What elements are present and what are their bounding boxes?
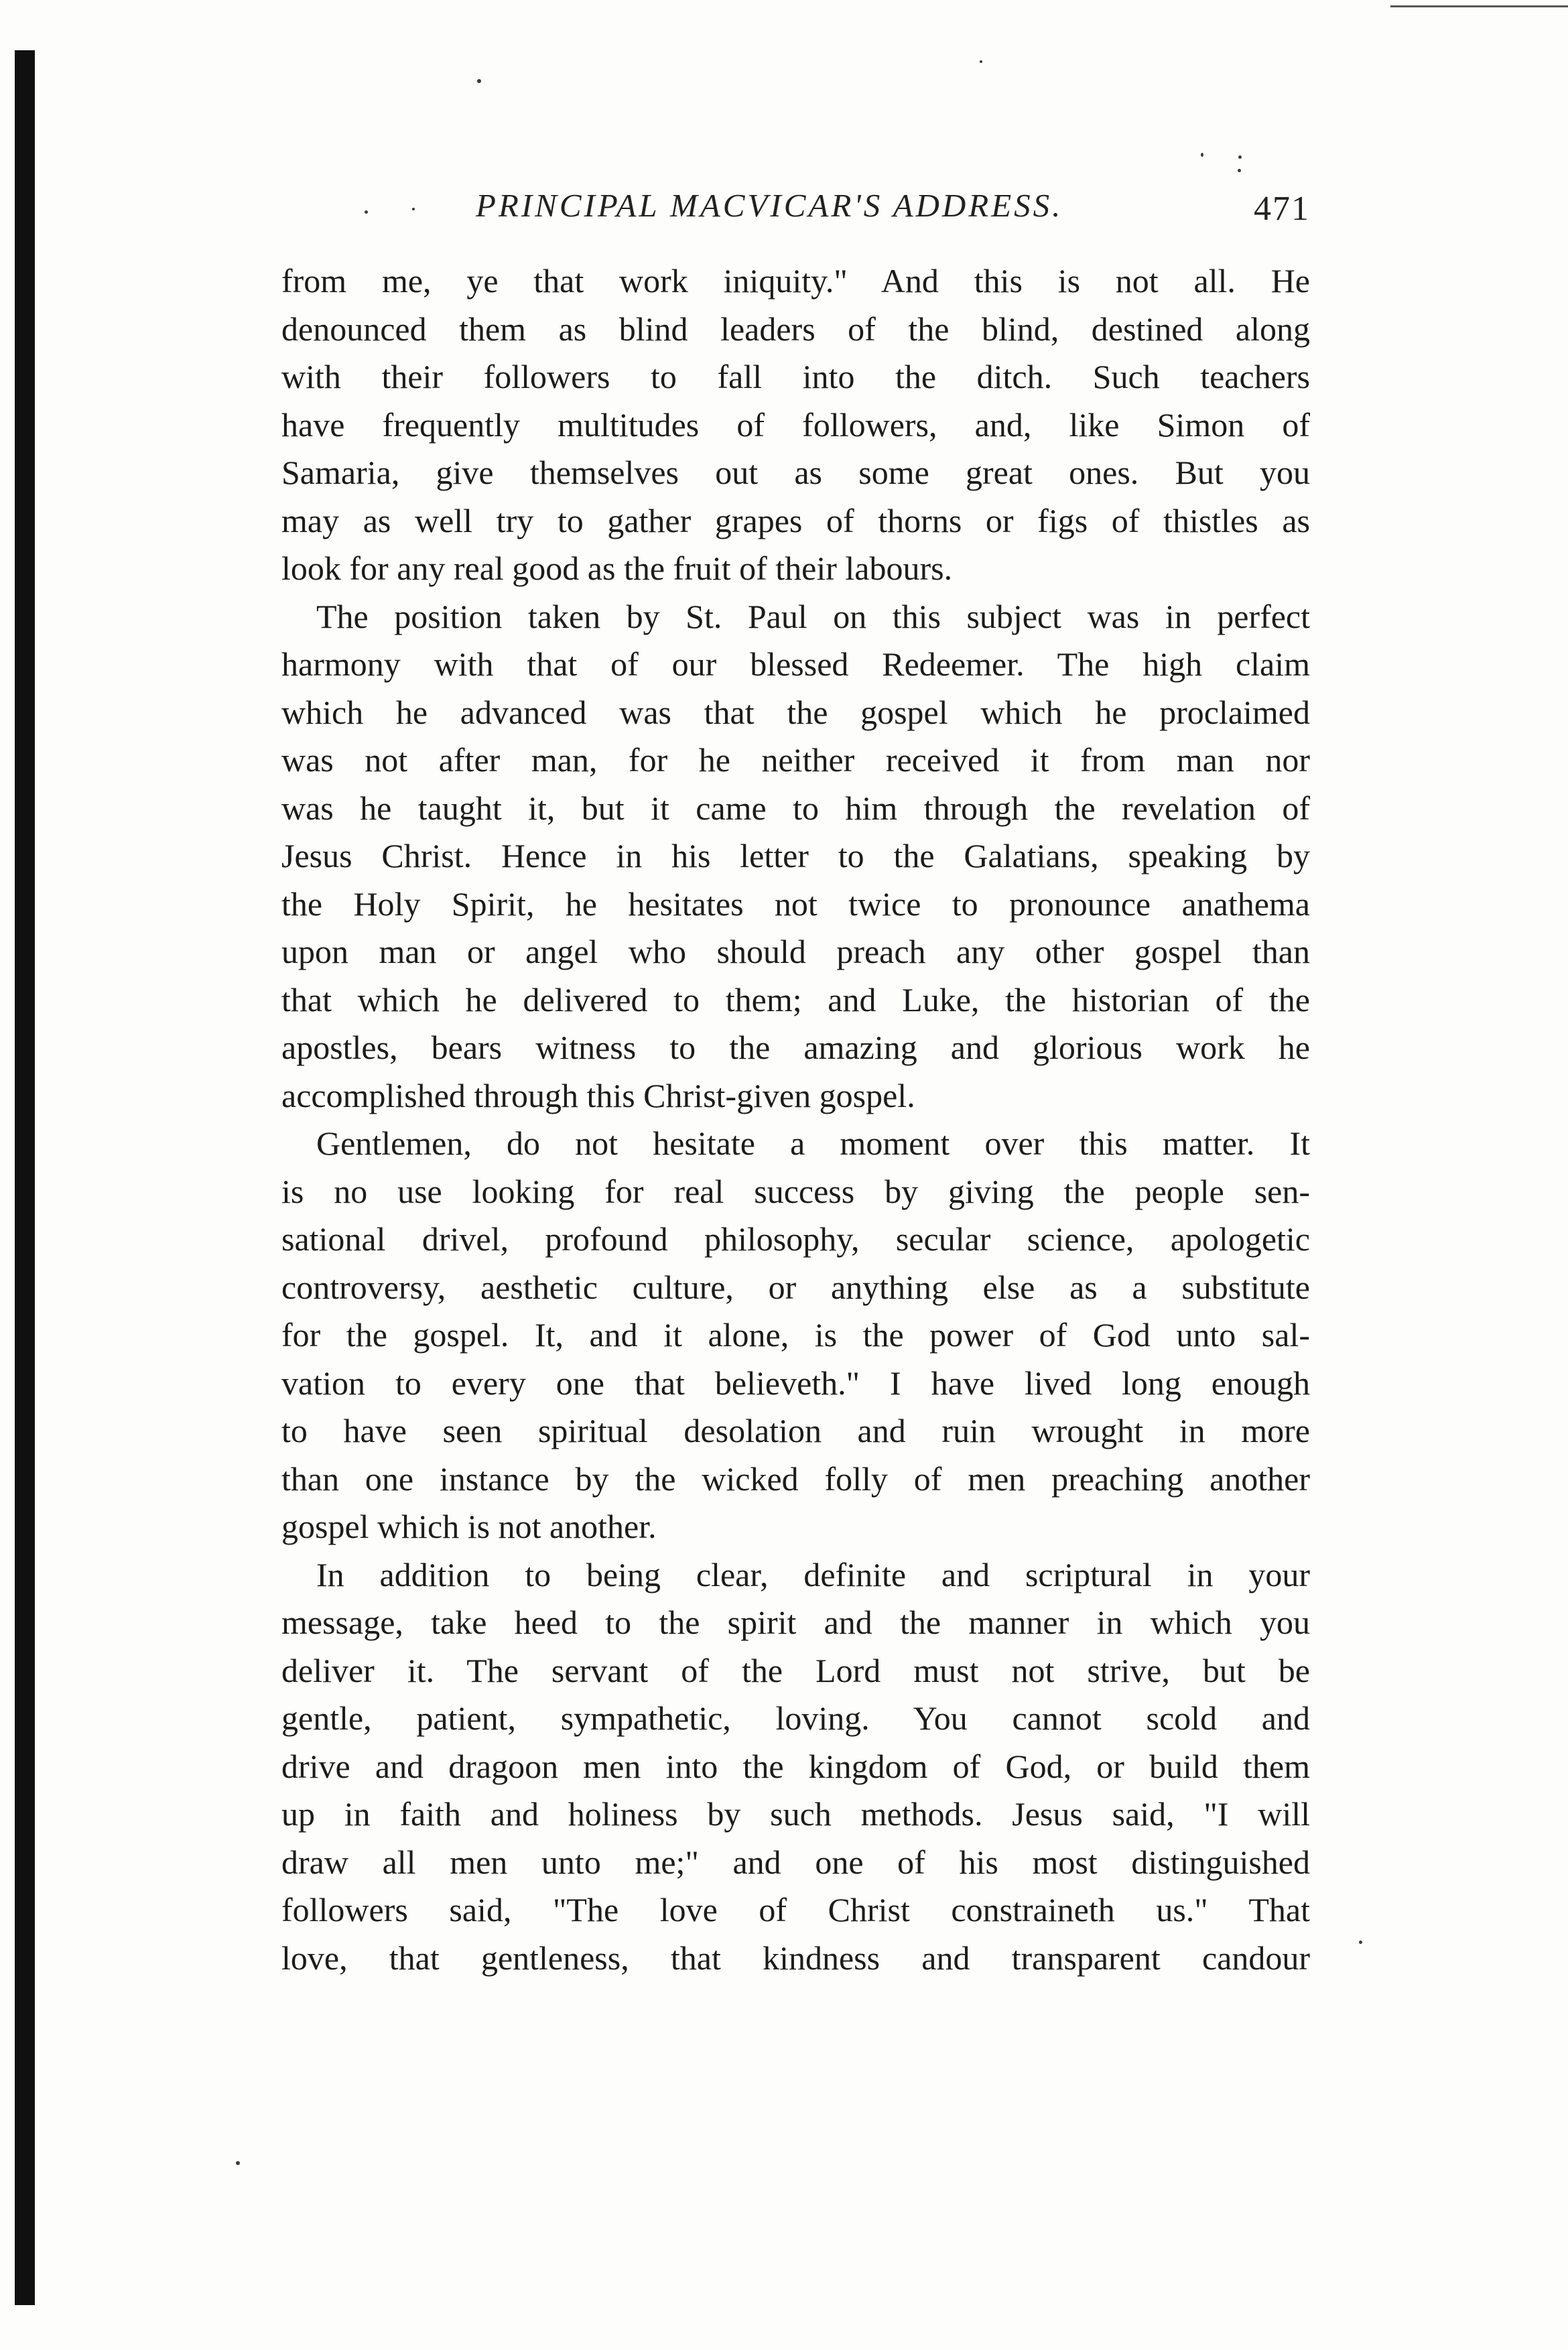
- text-line: the Holy Spirit, he hesitates not twice to pronounce anathema: [281, 885, 1310, 923]
- page-number: 471: [1254, 190, 1310, 228]
- top-edge-rule: [1390, 5, 1568, 7]
- ink-speck: [1201, 153, 1203, 157]
- text-line: look for any real good as the fruit of their labours.: [281, 549, 953, 587]
- body-text: [281, 257, 1310, 1982]
- paragraph-start-line: The position taken by St. Paul on this subject was in perfect: [316, 597, 1310, 635]
- text-line: to have seen spiritual desolation and ruin wrought in more: [281, 1412, 1310, 1449]
- text-line: from me, ye that work iniquity." And this is not all. He: [281, 262, 1310, 300]
- text-line: upon man or angel who should preach any other gospel than: [281, 933, 1310, 970]
- text-line: gentle, patient, sympathetic, loving. You cannot scold and: [281, 1699, 1310, 1737]
- text-line: followers said, "The love of Christ constraineth us." That: [281, 1891, 1310, 1929]
- text-line: denounced them as blind leaders of the blind, destined along: [281, 310, 1310, 348]
- running-title: PRINCIPAL MACVICAR'S ADDRESS.: [476, 187, 1063, 224]
- paragraph-start-line: In addition to being clear, definite and scriptural in your: [316, 1555, 1310, 1593]
- text-line: for the gospel. It, and it alone, is the power of God unto sal-: [281, 1316, 1310, 1354]
- text-line: Samaria, give themselves out as some great ones. But you: [281, 454, 1310, 491]
- text-line: controversy, aesthetic culture, or anything else as a substitute: [281, 1268, 1310, 1306]
- text-line: was he taught it, but it came to him through the revelation of: [281, 789, 1310, 827]
- text-line: was not after man, for he neither received it from man nor: [281, 741, 1310, 779]
- text-line: drive and dragoon men into the kingdom of God, or build them: [281, 1747, 1310, 1785]
- text-line: apostles, bears witness to the amazing and glorious work he: [281, 1029, 1310, 1066]
- text-line: which he advanced was that the gospel which he proclaimed: [281, 693, 1310, 731]
- text-line: is no use looking for real success by giving the people sen-: [281, 1172, 1310, 1210]
- text-line: harmony with that of our blessed Redeemer. The high claim: [281, 645, 1310, 683]
- ink-speck: [1238, 169, 1241, 172]
- ink-speck: [1359, 1941, 1362, 1944]
- text-line: Jesus Christ. Hence in his letter to the Galatians, speaking by: [281, 837, 1310, 874]
- text-line: up in faith and holiness by such methods. Jesus said, "I will: [281, 1795, 1310, 1833]
- text-line: than one instance by the wicked folly of men preaching another: [281, 1459, 1310, 1498]
- ink-speck: [1238, 155, 1242, 159]
- binding-shadow: [15, 50, 35, 2305]
- text-line: with their followers to fall into the ditch. Such teachers: [281, 358, 1310, 395]
- text-line: that which he delivered to them; and Luke, the historian of the: [281, 980, 1310, 1019]
- text-line: message, take heed to the spirit and the manner in which you: [281, 1604, 1310, 1641]
- text-line: love, that gentleness, that kindness and transparent candour: [281, 1939, 1310, 1977]
- text-line: may as well try to gather grapes of thorns or figs of thistles as: [281, 501, 1310, 539]
- text-line: draw all men unto me;" and one of his most distinguished: [281, 1843, 1310, 1881]
- text-line: vation to every one that believeth." I have lived long enough: [281, 1364, 1310, 1402]
- text-line: have frequently multitudes of followers, and, like Simon of: [281, 405, 1310, 444]
- paragraph-start-line: Gentlemen, do not hesitate a moment over this matter. It: [316, 1124, 1310, 1162]
- ink-speck: [980, 60, 982, 63]
- text-line: sational drivel, profound philosophy, secular science, apologetic: [281, 1220, 1310, 1258]
- text-line: accomplished through this Christ-given gospel.: [281, 1076, 915, 1114]
- running-head: [281, 186, 1310, 240]
- text-line: deliver it. The servant of the Lord must not strive, but be: [281, 1651, 1310, 1689]
- ink-speck: [477, 79, 481, 83]
- text-line: gospel which is not another.: [281, 1508, 657, 1545]
- ink-speck: [236, 2161, 240, 2165]
